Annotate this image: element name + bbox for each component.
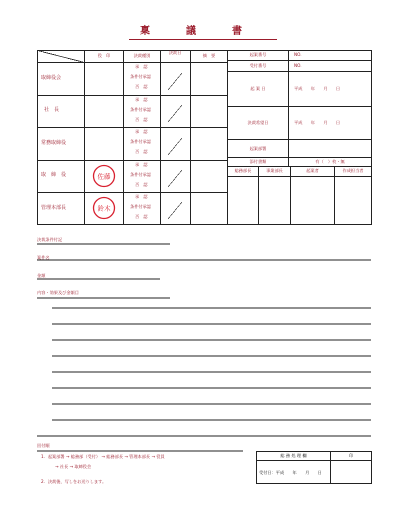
row-option-approve: 承 認 — [135, 97, 148, 102]
decision-conditions-label: 決裁条件付記 — [37, 237, 63, 242]
seal-stamp — [92, 164, 116, 188]
row-role-president: 社 長 — [44, 107, 60, 113]
row-option-approve: 承 認 — [135, 64, 148, 69]
svg-text:佐藤: 佐藤 — [97, 172, 111, 181]
row-role-managing-director: 常務取締役 — [41, 140, 67, 146]
proposal-number-label: 起案番号 — [249, 52, 267, 57]
receipt-number-value: NO. — [294, 63, 302, 68]
row-option-conditional: 条件付承認 — [130, 172, 151, 177]
processing-box-title: 総 務 処 理 欄 — [280, 453, 307, 458]
header-decision-date: 決裁日 — [168, 50, 182, 55]
row-option-reject: 否 認 — [135, 182, 148, 187]
row-option-reject: 否 認 — [135, 149, 148, 154]
sign-header: 総務部長 — [234, 168, 252, 173]
header-summary: 摘 要 — [202, 53, 216, 58]
header-approval-type: 決裁種別 — [133, 53, 151, 58]
proposal-date-label: 起 案 日 — [250, 86, 266, 91]
circulation-route-1: 1．起案部署 → 総務部（受付） → 総務部長 → 管理本部長 → 役員 — [41, 454, 165, 459]
subject-label: 案件名 — [37, 255, 50, 260]
page-title: 稟 議 書 — [140, 26, 255, 37]
row-option-approve: 承 認 — [135, 162, 148, 167]
processing-seal-label: 印 — [348, 453, 354, 458]
row-option-approve: 承 認 — [135, 129, 148, 134]
row-option-reject: 否 認 — [135, 117, 148, 122]
receipt-number-label: 受付番号 — [249, 63, 267, 68]
circulation-note: 2．決裁後、写しをお送りします。 — [41, 479, 107, 484]
attachments-value: 有（ ）枚・無 — [315, 159, 345, 164]
row-option-reject: 否 認 — [135, 84, 148, 89]
desired-date-label: 決裁希望日 — [247, 120, 269, 125]
row-role-board: 取締役会 — [41, 75, 62, 81]
row-option-reject: 否 認 — [135, 214, 148, 219]
header-position: 役 印 — [97, 53, 111, 58]
received-date: 受付日：平成 年 月 日 — [259, 470, 322, 475]
row-option-approve: 承 認 — [135, 194, 148, 199]
row-option-conditional: 条件付承認 — [130, 107, 151, 112]
row-option-conditional: 条件付承認 — [130, 204, 151, 209]
sign-header: 事業部長 — [266, 168, 283, 173]
row-role-admin-head: 管理本部長 — [41, 205, 67, 211]
svg-text:鈴木: 鈴木 — [97, 204, 111, 213]
content-label: 内容・効果及び金額目 — [37, 290, 79, 295]
row-option-conditional: 条件付承認 — [130, 74, 151, 79]
desired-date-value: 平成 年 月 日 — [294, 120, 341, 125]
proposal-date-value: 平成 年 月 日 — [294, 86, 341, 91]
attachments-label: 添付書類 — [249, 159, 267, 164]
row-role-director: 取 締 役 — [41, 172, 67, 178]
circulation-label: 回付順 — [37, 443, 50, 448]
seal-stamp — [92, 196, 116, 220]
sign-header: 作成担当者 — [342, 168, 364, 173]
amount-label: 金額 — [37, 273, 46, 278]
row-option-conditional: 条件付承認 — [130, 139, 151, 144]
department-label: 起案部署 — [249, 146, 267, 151]
sign-header: 起案者 — [306, 168, 319, 173]
proposal-number-value: NO. — [294, 52, 302, 57]
circulation-route-2: → 社長 → 取締役会 — [55, 464, 92, 469]
